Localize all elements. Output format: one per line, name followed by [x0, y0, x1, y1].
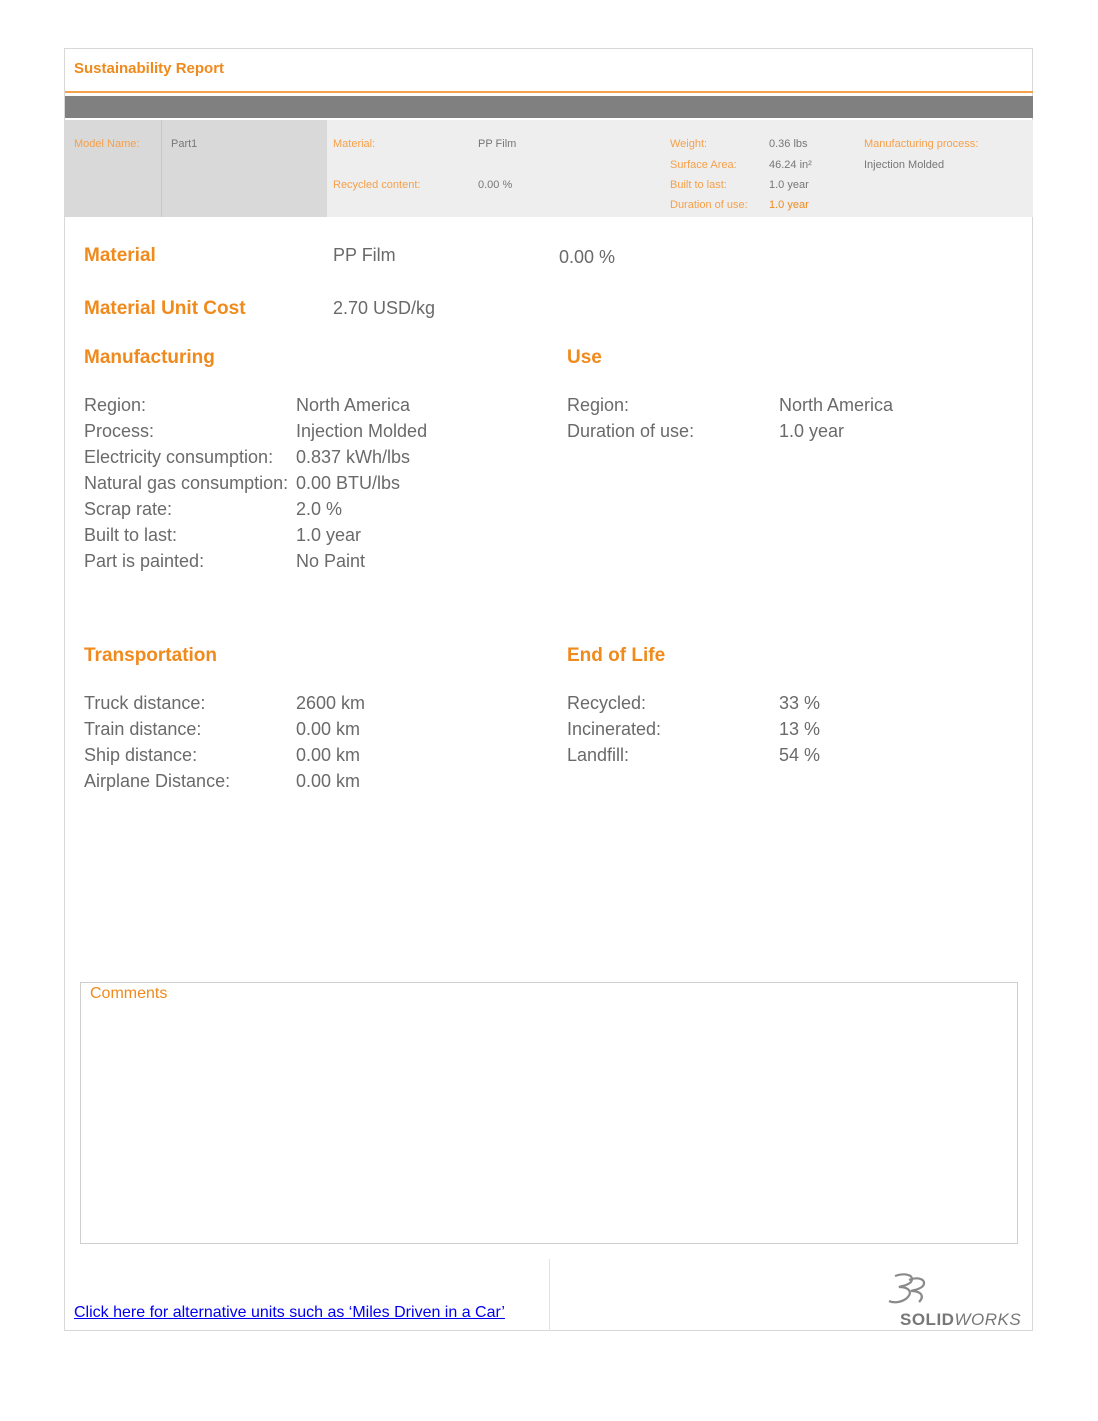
- title-rule: [65, 91, 1033, 93]
- manufacturing-value: 0.00 BTU/lbs: [296, 473, 401, 493]
- manufacturing-label: Part is painted:: [84, 551, 205, 571]
- recycled-label: Recycled content:: [333, 179, 421, 191]
- end-of-life-value: 33 %: [779, 693, 821, 713]
- header-bar: [65, 96, 1033, 118]
- manufacturing-heading: Manufacturing: [84, 347, 215, 368]
- material-value: PP Film: [478, 138, 517, 150]
- solidworks-logo-text: [900, 1310, 1021, 1330]
- transportation-value: 0.00 km: [296, 745, 361, 765]
- report-title: Sustainability Report: [74, 60, 225, 77]
- manufacturing-label: Natural gas consumption:: [84, 473, 289, 493]
- transportation-label: Truck distance:: [84, 693, 206, 713]
- surface-area-label: Surface Area:: [670, 159, 737, 171]
- model-name-label: Model Name:: [74, 138, 140, 150]
- info-model-panel: [65, 120, 327, 217]
- use-value: 1.0 year: [779, 421, 845, 441]
- recycled-value: 0.00 %: [478, 179, 513, 191]
- end-of-life-heading: End of Life: [567, 645, 666, 666]
- weight-label: Weight:: [670, 138, 708, 150]
- unit-cost-heading: Material Unit Cost: [84, 298, 246, 319]
- manufacturing-value: Injection Molded: [296, 421, 428, 441]
- built-to-last-value: 1.0 year: [769, 179, 809, 191]
- material-label: Material:: [333, 138, 376, 150]
- manufacturing-value: 1.0 year: [296, 525, 362, 545]
- footer-divider: [549, 1259, 550, 1331]
- comments-label: Comments: [90, 985, 168, 1002]
- transportation-value: 0.00 km: [296, 771, 361, 791]
- built-to-last-label: Built to last:: [670, 179, 727, 191]
- use-heading: Use: [567, 347, 602, 368]
- model-name-value: Part1: [171, 138, 198, 150]
- manufacturing-value: No Paint: [296, 551, 366, 571]
- alternative-units-link[interactable]: Click here for alternative units such as ‘Miles Driven in a Car’: [74, 1304, 505, 1321]
- manufacturing-label: Region:: [84, 395, 147, 415]
- manufacturing-value: 0.837 kWh/lbs: [296, 447, 411, 467]
- comments-box[interactable]: [80, 982, 1018, 1244]
- logo-text-rest: WORKS: [954, 1310, 1022, 1329]
- material-heading: Material: [84, 245, 156, 266]
- process-value: Injection Molded: [864, 159, 945, 171]
- end-of-life-label: Recycled:: [567, 693, 647, 713]
- end-of-life-value: 13 %: [779, 719, 821, 739]
- material-main-value: PP Film: [333, 245, 396, 265]
- end-of-life-label: Landfill:: [567, 745, 630, 765]
- transportation-label: Train distance:: [84, 719, 202, 739]
- manufacturing-label: Built to last:: [84, 525, 178, 545]
- end-of-life-label: Incinerated:: [567, 719, 662, 739]
- transportation-value: 0.00 km: [296, 719, 361, 739]
- use-value: North America: [779, 395, 894, 415]
- transportation-label: Airplane Distance:: [84, 771, 231, 791]
- duration-value: 1.0 year: [769, 199, 809, 211]
- info-divider: [161, 120, 162, 217]
- end-of-life-value: 54 %: [779, 745, 821, 765]
- transportation-value: 2600 km: [296, 693, 366, 713]
- use-label: Duration of use:: [567, 421, 695, 441]
- manufacturing-value: North America: [296, 395, 411, 415]
- surface-area-value: 46.24 in²: [769, 159, 812, 171]
- process-label: Manufacturing process:: [864, 138, 979, 150]
- weight-value: 0.36 lbs: [769, 138, 808, 150]
- unit-cost-value: 2.70 USD/kg: [333, 298, 436, 318]
- manufacturing-label: Electricity consumption:: [84, 447, 274, 467]
- logo-text-bold: SOLID: [900, 1310, 955, 1329]
- manufacturing-value: 2.0 %: [296, 499, 343, 519]
- material-recycled-value: 0.00 %: [559, 247, 616, 267]
- duration-label: Duration of use:: [670, 199, 748, 211]
- manufacturing-label: Scrap rate:: [84, 499, 173, 519]
- transportation-label: Ship distance:: [84, 745, 198, 765]
- use-label: Region:: [567, 395, 630, 415]
- transportation-heading: Transportation: [84, 645, 218, 666]
- manufacturing-label: Process:: [84, 421, 155, 441]
